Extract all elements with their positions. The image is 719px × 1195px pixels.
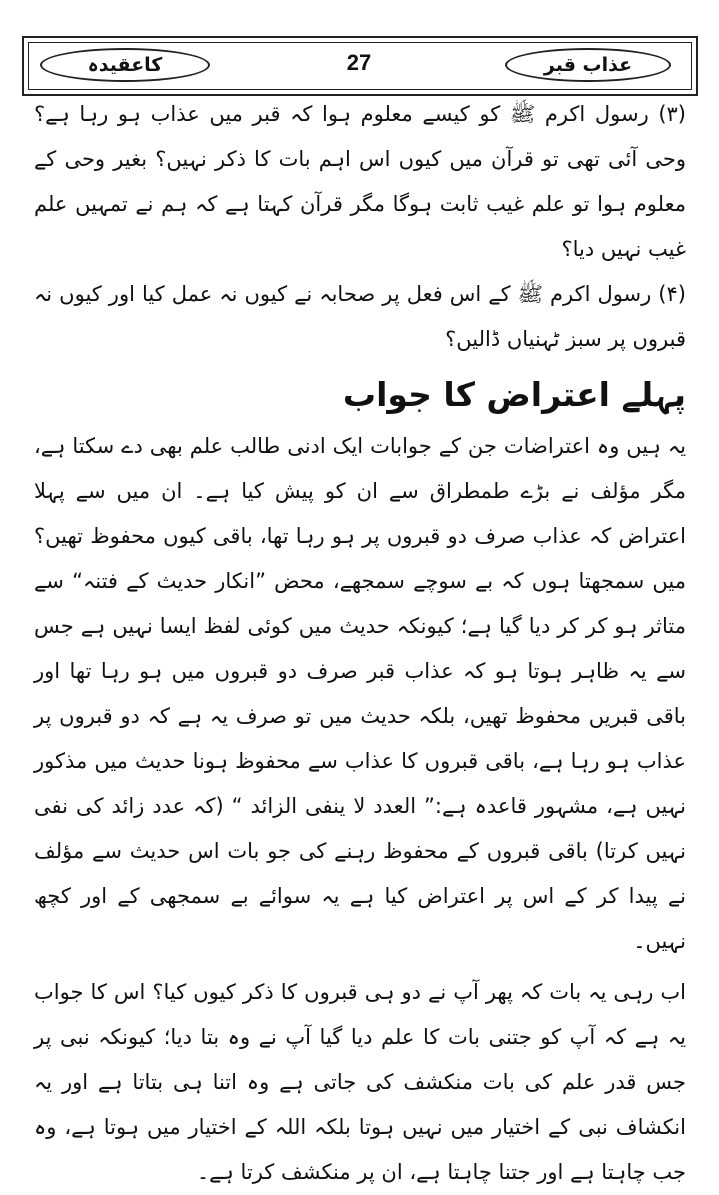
paragraph-question-3: (۳) رسول اکرم ﷺ کو کیسے معلوم ہوا کہ قبر میں عذاب ہو رہا ہے؟ وحی آئی تھی تو قرآن میں کیوں اس اہم بات کا ذکر نہیں؟ بغیر وحی کے معلوم ہوا تو علم غیب ثابت ہوگا مگر قرآن کہتا ہے کہ ہم نے تمہیں علم غیب نہیں دیا؟ [34,102,686,261]
page-content [34,92,686,1195]
paragraph-answer-2: اب رہی یہ بات کہ پھر آپ نے دو ہی قبروں کا ذکر کیوں کیا؟ اس کا جواب یہ ہے کہ آپ کو جتنی بات کا علم دیا گیا آپ نے وہ بتا دیا؛ کیونکہ نبی پر جس قدر علم کی بات منکشف کی جاتی ہے وہ اتنا ہی بتاتا ہے اور یہ انکشاف نبی کے اختیار میں نہیں ہوتا بلکہ اللہ کے اختیار میں ہوتا ہے، وہ جب چاہتا ہے اور جتنا چاہتا ہے، ان پر منکشف کرتا ہے۔ [34,980,686,1184]
paragraph-question-4: (۴) رسول اکرم ﷺ کے اس فعل پر صحابہ نے کیوں نہ عمل کیا اور کیوں نہ قبروں پر سبز ٹہنیاں ڈالیں؟ [34,282,686,351]
header-title-right: عذاب قبر [505,48,671,82]
header-title-left: کاعقیدہ [40,48,210,82]
page-number: 27 [346,50,372,75]
section-heading: پہلے اعتراض کا جواب [342,375,686,414]
paragraph-answer-1: یہ ہیں وہ اعتراضات جن کے جوابات ایک ادنی طالب علم بھی دے سکتا ہے، مگر مؤلف نے بڑے طمطراق سے ان کو پیش کیا ہے۔ ان میں سے پہلا اعتراض کہ عذاب صرف دو قبروں پر ہو رہا تھا، باقی کیوں محفوظ تھیں؟ میں سمجھتا ہوں کہ بے سوچے سمجھے، محض ”انکار حدیث کے فتنہ“ سے متاثر ہو کر کر دیا گیا ہے؛ کیونکہ حدیث میں کوئی لفظ ایسا نہیں ہے جس سے یہ ظاہر ہوتا ہو کہ عذاب قبر صرف دو قبروں میں ہو رہا تھا اور باقی قبریں محفوظ تھیں، بلکہ حدیث میں تو صرف یہ ہے کہ دو قبروں پر عذاب ہو رہا ہے، باقی قبروں کا عذاب سے محفوظ ہونا حدیث میں مذکور نہیں ہے، مشہور قاعدہ ہے:” العدد لا ینفی الزائد “ (کہ عدد زائد کی نفی نہیں کرتا) باقی قبروں کے محفوظ رہنے کی جو بات اس حدیث سے مؤلف نے پیدا کر کے اس پر اعتراض کیا ہے یہ سوائے بے سمجھی کے اور کچھ نہیں۔ [34,434,686,953]
